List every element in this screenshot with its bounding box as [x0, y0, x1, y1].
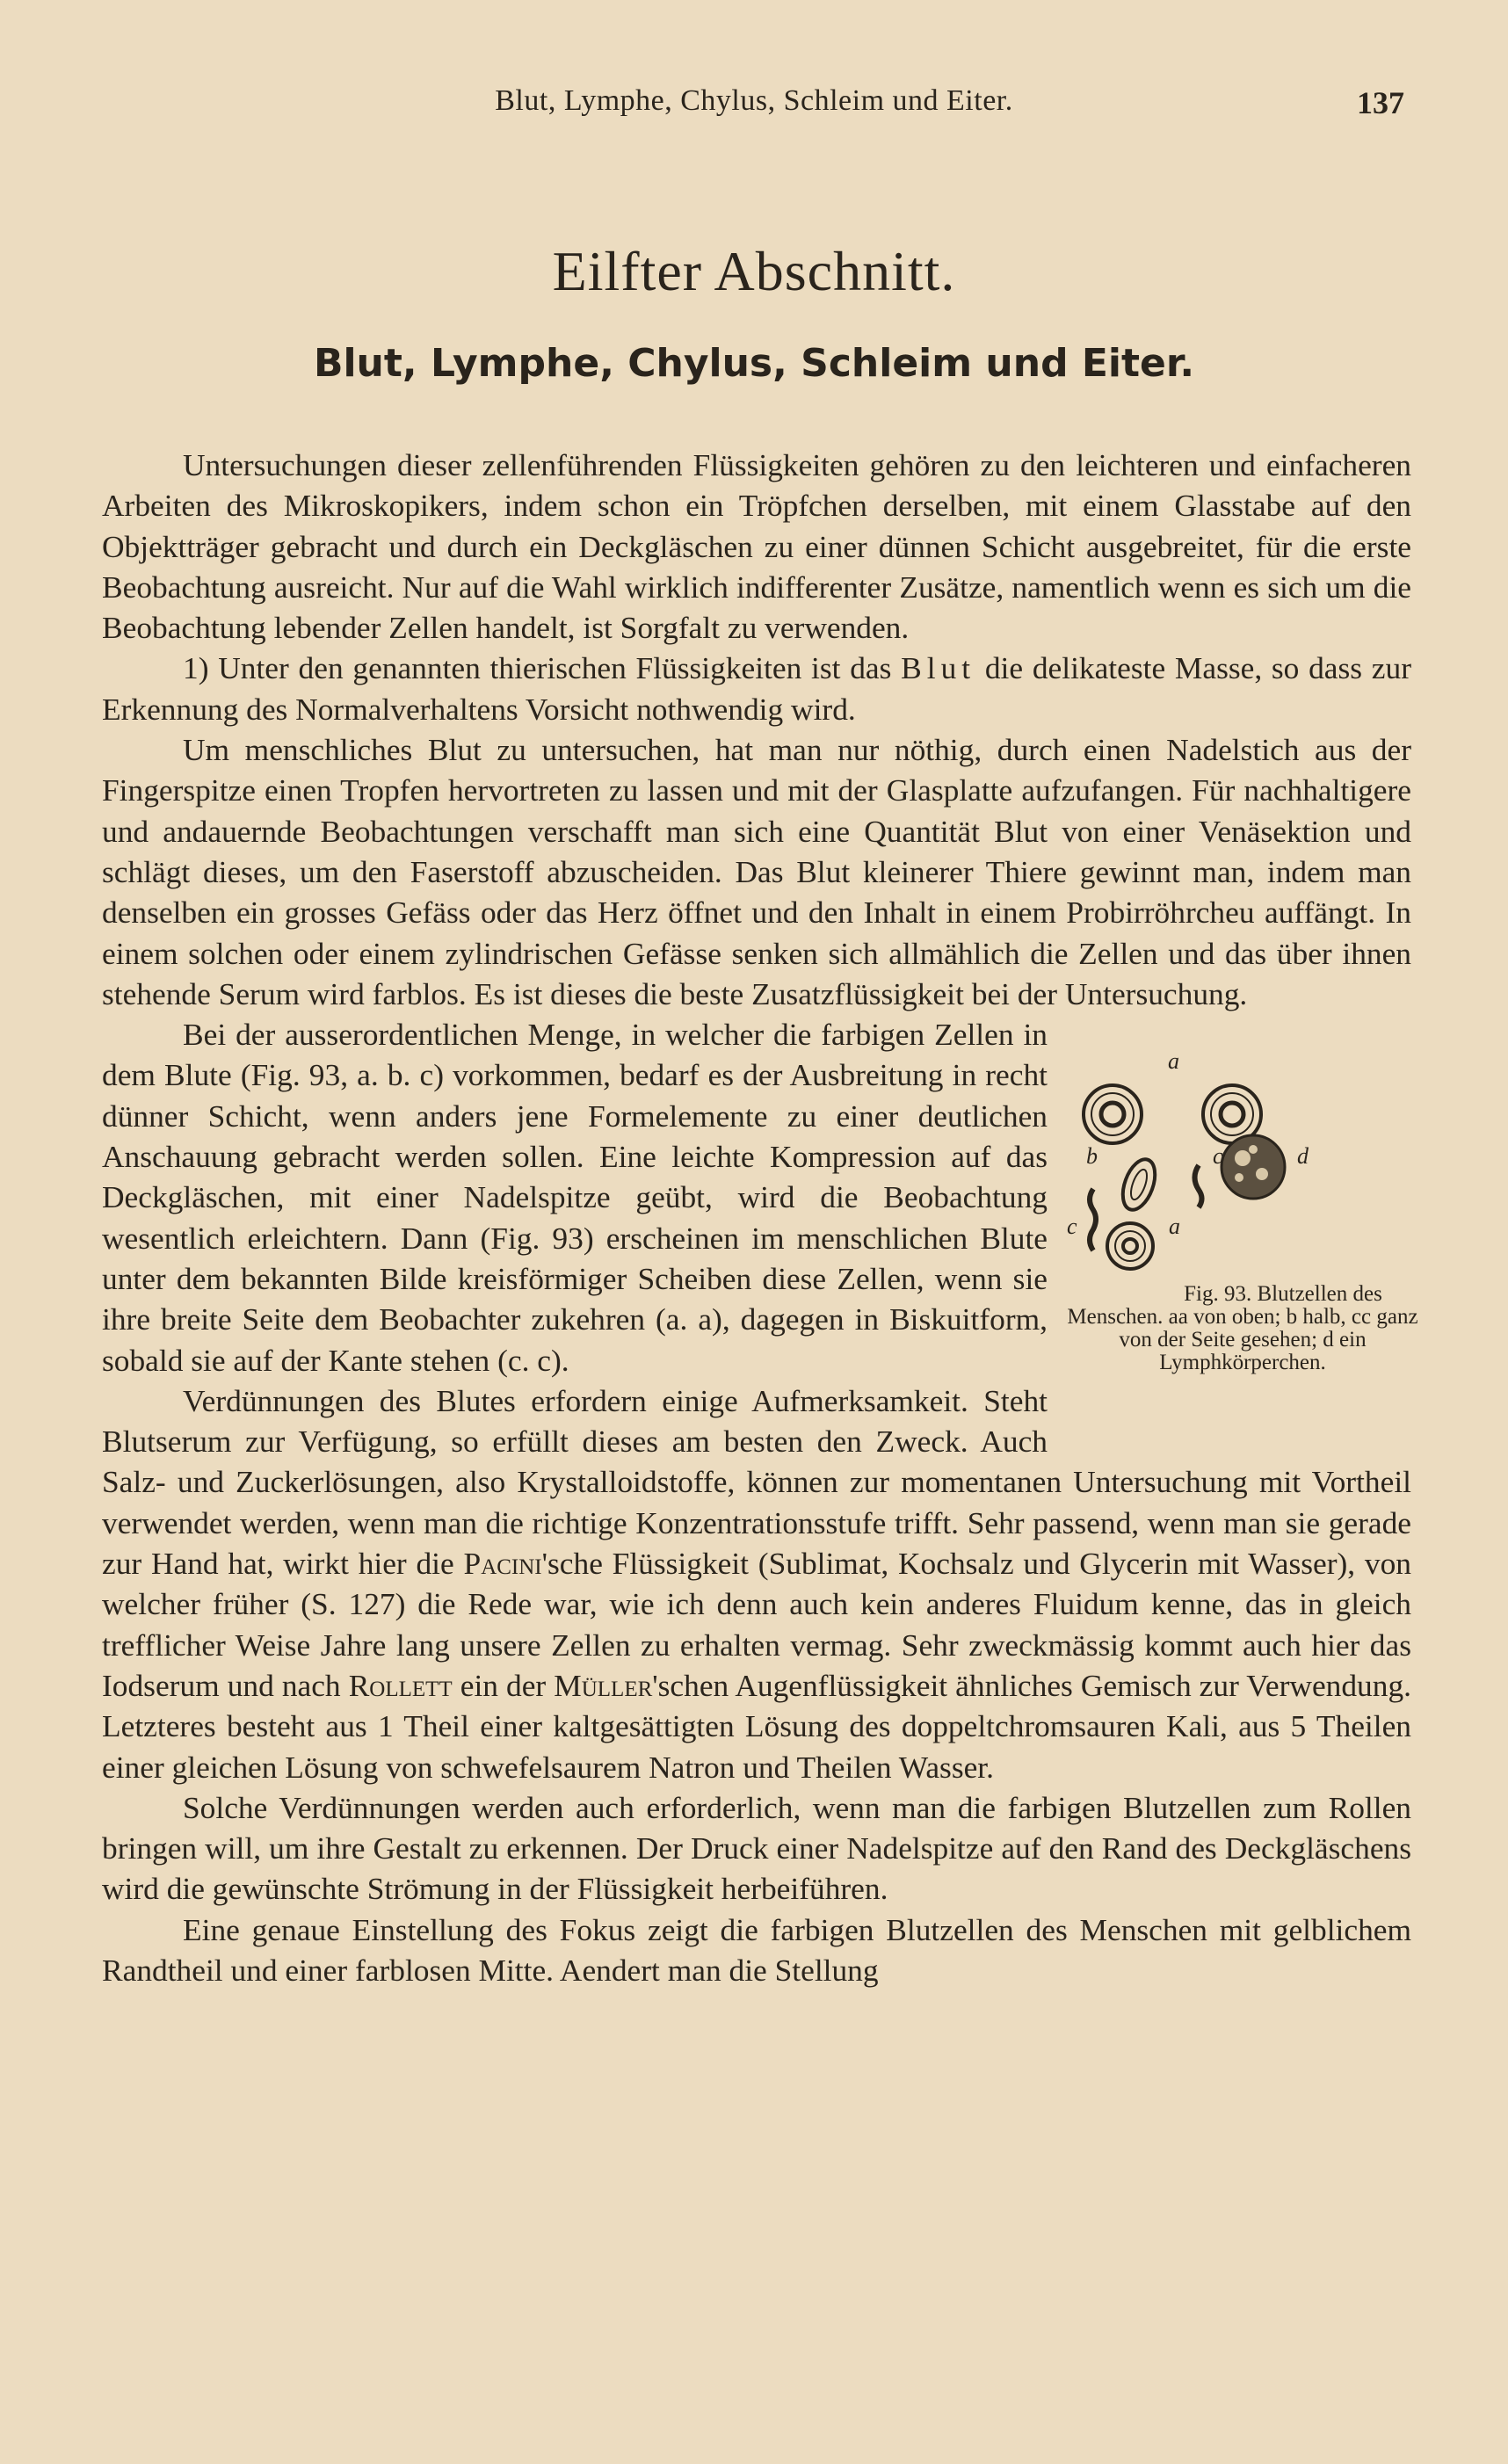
label-a-top: a [1168, 1048, 1179, 1075]
figure-caption: Fig. 93. Blutzellen des Menschen. aa von oben; b halb, cc ganz von der Seite gesehen; d ein Lymphkörperchen. [1067, 1282, 1418, 1375]
paragraph-rolling: Solche Verdünnungen werden auch erforderlich, wenn man die farbigen Blutzellen zum Rollen bringen will, um ihre Gestalt zu erkennen. Der Druck einer Nadelspitze auf den Rand des Deckgläschens wird die gewünschte Strömung in der Flüssigkeit herbeiführen. [102, 1789, 1411, 1907]
chapter-subtitle: Blut, Lymphe, Chylus, Schleim und Eiter. [313, 341, 1195, 386]
label-c-left: c [1067, 1214, 1077, 1240]
running-header: Blut, Lymphe, Chylus, Schleim und Eiter. [495, 84, 1013, 117]
label-d: d [1297, 1143, 1309, 1170]
lymph-corpuscle-d [1222, 1135, 1285, 1199]
blood-cell-a-left [1084, 1085, 1142, 1143]
paragraph-blood-1: 1) Unter den genannten thierischen Flüssigkeiten ist das Blut die delikateste Masse, so dass zur Erkennung des Normalverhaltens Vorsicht nothwendig wird. [102, 650, 1411, 727]
name-rollett: Rollett [348, 1667, 453, 1703]
paragraph-focus: Eine genaue Einstellung des Fokus zeigt die farbigen Blutzellen des Menschen mit gelblichem Randtheil und einer farblosen Mitte. Aendert man die Stellung [102, 1911, 1411, 1988]
label-a-bottom: a [1169, 1214, 1180, 1240]
label-b: b [1086, 1143, 1098, 1170]
paragraph-intro: Untersuchungen dieser zellenführenden Flüssigkeiten gehören zu den leichteren und einfacheren Arbeiten des Mikroskopikers, indem schon ein Tröpfchen derselben, mit einem Glasstabe auf den Objektträger gebracht und durch ein Deckgläschen zu einer dünnen Schicht ausgebreitet, für die erste Beobachtung ausreicht. Nur auf die Wahl wirklich indifferenter Zusätze, namentlich wenn es sich um die Beobachtung lebender Zellen handelt, ist Sorgfalt zu verwenden. [102, 447, 1411, 646]
paragraph-dilution: Verdünnungen des Blutes erfordern einige Aufmerksamkeit. Steht Blutserum zur Verfügung, so erfüllt dieses am besten den Zweck. Auch Salz- und Zuckerlösungen, also Krystalloidstoffe, können zur momentanen Untersuchung mit Vortheil verwendet werden, wenn man die richtige Konzentrationsstufe trifft. Sehr passend, wenn man sie gerade zur Hand hat, wirkt hier die Pacini'sche Flüssigkeit (Sublimat, Kochsalz und Glycerin mit Wasser), von welcher früher (S. 127) die Rede war, wie ich denn auch kein anderes Fluidum kenne, das in gleich trefflicher Weise Jahre lang unsere Zellen zu erhalten vermag. Sehr zweckmässig kommt auch hier das Iodserum und nach Rollett ein der Müller'schen Augenflüssigkeit ähnliches Gemisch zur Verwendung. Letzteres besteht aus 1 Theil einer kaltgesättigten Lösung des doppeltchromsauren Kali, aus 5 Theilen einer gleichen Lösung von schwefelsaurem Natron und Theilen Wasser. [102, 1382, 1411, 1785]
label-c-top: c [1213, 1143, 1223, 1170]
body-text [102, 445, 1418, 1990]
blood-cell-a-bottom [1107, 1223, 1153, 1269]
figure-93 [1067, 1035, 1418, 1452]
blood-cell-c-upper [1195, 1165, 1202, 1207]
emphasis-blut: Blut [901, 650, 976, 686]
paragraph-blood-2: Um menschliches Blut zu untersuchen, hat man nur nöthig, durch einen Nadelstich aus der Fingerspitze einen Tropfen hervortreten zu lassen und mit der Glasplatte aufzufangen. Für nachhaltigere und andauernde Beobachtungen verschafft man sich eine Quantität Blut von einer Venäsektion und schlägt dieses, um den Faserstoff abzuscheiden. Das Blut kleinerer Thiere gewinnt man, indem man denselben ein grosses Gefäss oder das Herz öffnet und den Inhalt in einem Probirröhrcheu auffängt. In einem solchen oder einem zylindrischen Gefässe senken sich allmählich die Zellen und das über ihnen stehende Serum wird farblos. Es ist dieses die beste Zusatzflüssigkeit bei der Untersuchung. [102, 732, 1411, 1011]
page-number: 137 [1357, 85, 1404, 120]
paragraph-blood-3: a b c d c a Fig. 93. Blutzellen des Menschen. aa von oben; b halb, cc ganz von der Seite gesehen; d ein Lymphkörperchen. Bei der ausserordentlichen Menge, in welcher die farbigen Zellen in dem Blute (Fig. 93, a. b. c) vorkommen, bedarf es der Ausbreitung in recht dünner Schicht, wenn anders jene Formelemente zu einer deutlichen Anschauung gebracht werden sollen. Eine leichte Kompression auf das Deckgläschen, mit einer Nadelspitze geübt, wird die Beobachtung wesentlich erleichtern. Dann (Fig. 93) erscheinen im menschlichen Blute unter dem bekannten Bilde kreisförmiger Scheiben diese Zellen, wenn sie ihre breite Seite dem Beobachter zukehren (a. a), dagegen in Biskuitform, sobald sie auf der Kante stehen (c. c). [102, 1014, 1411, 1381]
name-muller: Müller [554, 1667, 653, 1703]
blood-cell-b [1117, 1155, 1162, 1214]
blood-cell-c-left [1090, 1189, 1096, 1250]
blood-cells-illustration [1067, 1035, 1418, 1281]
chapter-title: Eilfter Abschnitt. [552, 240, 956, 302]
name-pacini: Pacini [463, 1546, 542, 1582]
